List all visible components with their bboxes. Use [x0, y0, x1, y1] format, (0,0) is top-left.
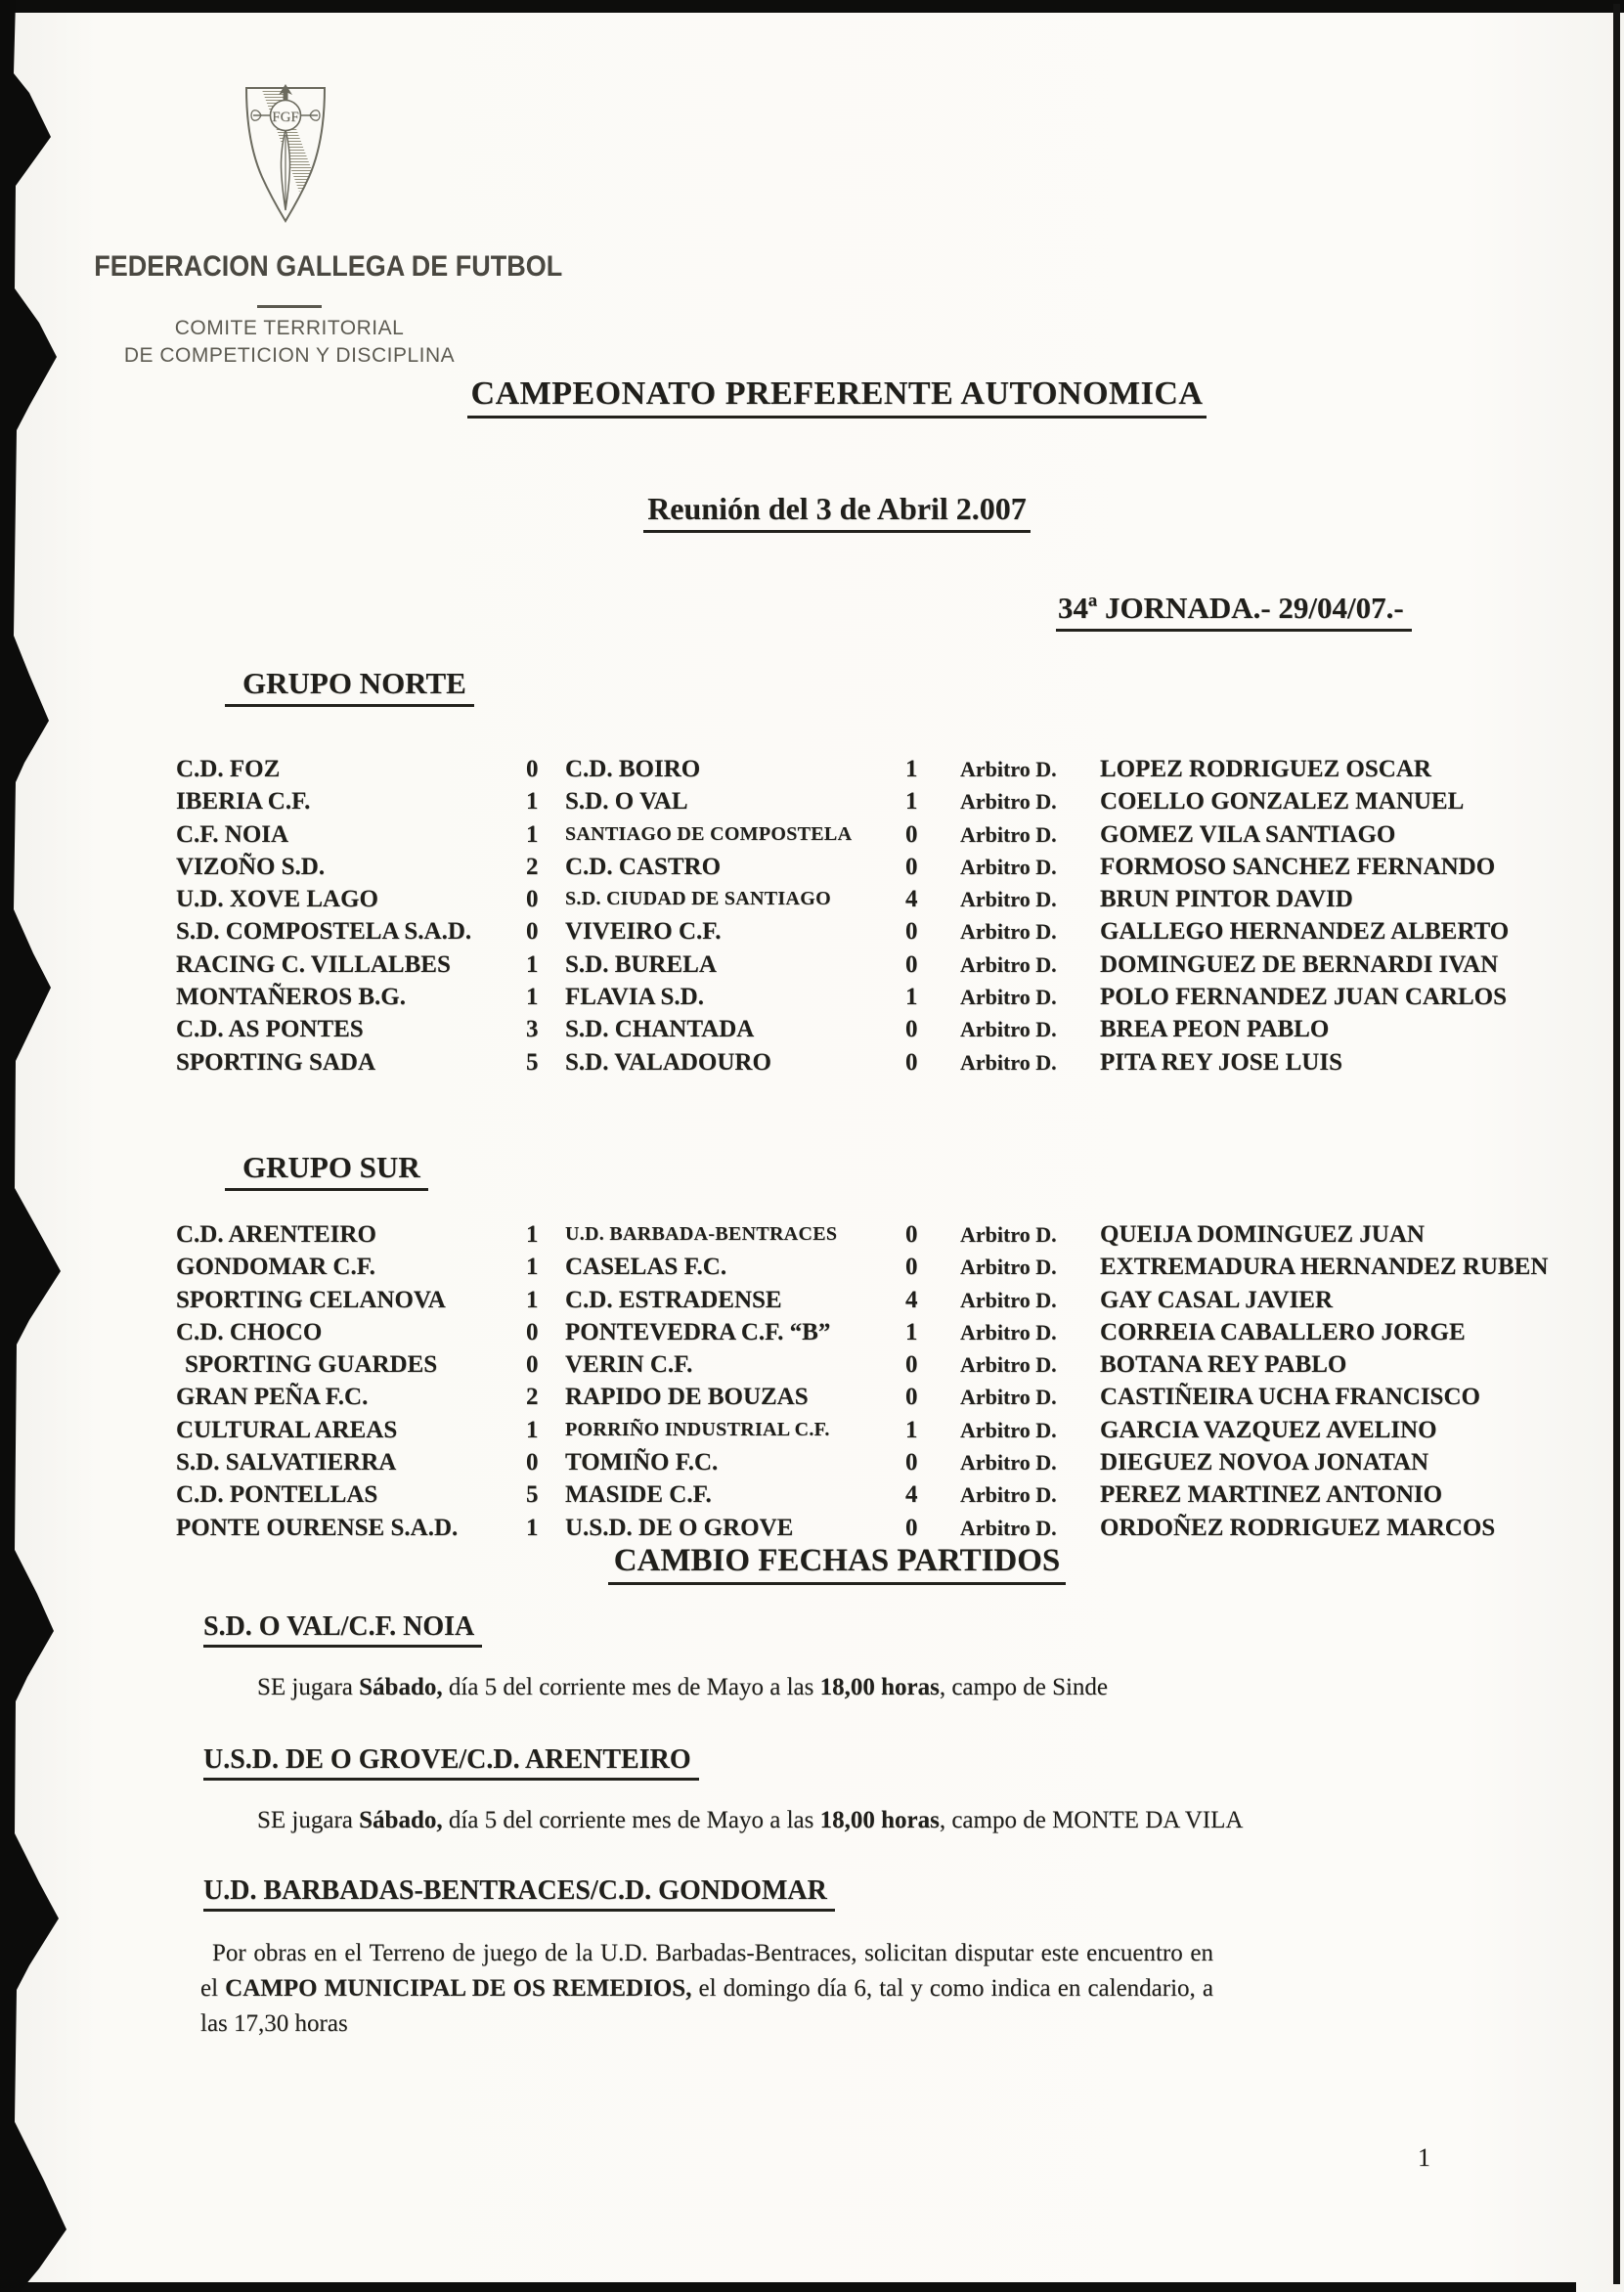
home-score: 0 — [526, 1318, 539, 1345]
match-row — [0, 1446, 1624, 1478]
group-sur-header-row — [225, 1150, 428, 1191]
referee-label: Arbitro D. — [960, 1482, 1057, 1508]
text-segment: SE jugara — [257, 1807, 360, 1833]
referee-label: Arbitro D. — [960, 1017, 1057, 1042]
document-title-row — [50, 375, 1624, 419]
meeting-date: Reunión del 3 de Abril 2.007 — [643, 491, 1031, 533]
away-score: 4 — [905, 886, 918, 913]
text-segment: SE jugara — [257, 1674, 360, 1700]
home-score: 1 — [526, 984, 539, 1011]
away-score: 4 — [905, 1481, 918, 1509]
home-team: U.D. XOVE LAGO — [176, 886, 378, 913]
match-row — [0, 818, 1624, 851]
match-row — [0, 1013, 1624, 1045]
home-team: C.D. FOZ — [176, 756, 281, 782]
match-row — [0, 1512, 1624, 1544]
referee-name: LOPEZ RODRIGUEZ OSCAR — [1100, 756, 1431, 782]
group-norte-results — [0, 753, 1624, 1079]
match-row — [0, 851, 1624, 883]
cambio-item2-heading-row — [203, 1744, 699, 1781]
home-score: 0 — [526, 918, 539, 946]
away-team: U.S.D. DE O GROVE — [565, 1514, 794, 1541]
text-segment: día 5 del corriente mes de Mayo a las — [442, 1674, 820, 1700]
away-team: U.D. BARBADA-BENTRACES — [565, 1223, 838, 1245]
referee-name: PITA REY JOSE LUIS — [1100, 1048, 1342, 1076]
away-team: MASIDE C.F. — [565, 1481, 712, 1509]
home-team: RACING C. VILLALBES — [176, 950, 451, 978]
away-team: S.D. O VAL — [565, 788, 688, 815]
match-row — [0, 1218, 1624, 1251]
away-score: 1 — [905, 1318, 918, 1345]
referee-label: Arbitro D. — [960, 789, 1057, 815]
away-score: 0 — [905, 1254, 918, 1281]
away-team: PORRIÑO INDUSTRIAL C.F. — [565, 1418, 830, 1440]
match-row — [0, 1381, 1624, 1413]
away-score: 0 — [905, 1384, 918, 1411]
referee-name: BOTANA REY PABLO — [1100, 1351, 1347, 1379]
text-segment-bold: CAMPO MUNICIPAL DE OS REMEDIOS, — [225, 1975, 692, 2002]
text-segment: día 5 del corriente mes de Mayo a las — [442, 1807, 820, 1833]
home-score: 2 — [526, 853, 539, 880]
match-row — [0, 1348, 1624, 1381]
referee-label: Arbitro D. — [960, 1049, 1057, 1075]
referee-name: POLO FERNANDEZ JUAN CARLOS — [1100, 984, 1508, 1011]
away-score: 1 — [905, 788, 918, 815]
group-norte-header-row — [225, 666, 474, 707]
home-score: 0 — [526, 1351, 539, 1379]
cambio-item2-text — [257, 1807, 1243, 1834]
home-team: SPORTING SADA — [176, 1048, 376, 1076]
referee-label: Arbitro D. — [960, 1385, 1057, 1410]
away-score: 0 — [905, 1351, 918, 1379]
cambio-item1-heading: S.D. O VAL/C.F. NOIA — [203, 1611, 482, 1648]
home-score: 5 — [526, 1048, 539, 1076]
home-score: 1 — [526, 1254, 539, 1281]
match-row — [0, 948, 1624, 981]
home-score: 0 — [526, 886, 539, 913]
referee-label: Arbitro D. — [960, 1352, 1057, 1378]
jornada-heading: 34ª JORNADA.- 29/04/07.- — [1056, 591, 1412, 632]
home-team: SPORTING GUARDES — [185, 1351, 438, 1379]
referee-name: CASTIÑEIRA UCHA FRANCISCO — [1100, 1384, 1480, 1411]
page-number: 1 — [1418, 2143, 1430, 2172]
cambio-item1-heading-row — [203, 1611, 482, 1648]
group-sur-results — [0, 1218, 1624, 1544]
home-team: C.D. ARENTEIRO — [176, 1221, 376, 1248]
referee-label: Arbitro D. — [960, 985, 1057, 1010]
referee-label: Arbitro D. — [960, 1515, 1057, 1540]
referee-name: PEREZ MARTINEZ ANTONIO — [1100, 1481, 1443, 1509]
referee-name: GOMEZ VILA SANTIAGO — [1100, 820, 1396, 848]
fgf-shield-logo — [241, 84, 330, 231]
text-segment-bold: Sábado, — [359, 1807, 443, 1833]
away-score: 0 — [905, 1221, 918, 1248]
referee-label: Arbitro D. — [960, 1287, 1057, 1312]
referee-name: CORREIA CABALLERO JORGE — [1100, 1318, 1466, 1345]
referee-label: Arbitro D. — [960, 1222, 1057, 1247]
scan-artifact-bottom-edge — [0, 2282, 1576, 2292]
referee-name: QUEIJA DOMINGUEZ JUAN — [1100, 1221, 1425, 1248]
away-score: 0 — [905, 1016, 918, 1043]
referee-name: GAY CASAL JAVIER — [1100, 1286, 1334, 1313]
text-segment: Por obras en el Terreno de juego de la U.D. Barbadas-Bentraces, solicitan disputar este encuentro en el — [200, 1940, 1213, 2002]
home-score: 5 — [526, 1481, 539, 1509]
referee-name: BRUN PINTOR DAVID — [1100, 886, 1353, 913]
home-team: PONTE OURENSE S.A.D. — [176, 1514, 459, 1541]
away-team: C.D. BOIRO — [565, 756, 701, 782]
home-team: IBERIA C.F. — [176, 788, 311, 815]
away-score: 0 — [905, 950, 918, 978]
away-score: 0 — [905, 853, 918, 880]
match-row — [0, 915, 1624, 948]
text-segment-bold: Sábado, — [359, 1674, 443, 1700]
org-committee-line2: DE COMPETICION Y DISCIPLINA — [123, 344, 456, 367]
cambio-item3-heading: U.D. BARBADAS-BENTRACES/C.D. GONDOMAR — [203, 1875, 835, 1912]
match-row — [0, 1251, 1624, 1283]
text-segment: , campo de Sinde — [939, 1674, 1109, 1700]
org-committee-line1: COMITE TERRITORIAL — [174, 317, 405, 339]
referee-name: COELLO GONZALEZ MANUEL — [1100, 788, 1465, 815]
document-title: CAMPEONATO PREFERENTE AUTONOMICA — [467, 375, 1207, 419]
referee-label: Arbitro D. — [960, 821, 1057, 847]
away-score: 0 — [905, 1514, 918, 1541]
away-score: 0 — [905, 918, 918, 946]
cambio-item1-text — [257, 1674, 1108, 1701]
away-team: SANTIAGO DE COMPOSTELA — [565, 822, 853, 845]
home-score: 1 — [526, 820, 539, 848]
away-team: PONTEVEDRA C.F. “B” — [565, 1318, 831, 1345]
match-row — [0, 1316, 1624, 1348]
home-team: C.D. PONTELLAS — [176, 1481, 378, 1509]
home-team: MONTAÑEROS B.G. — [176, 984, 406, 1011]
referee-label: Arbitro D. — [960, 1450, 1057, 1476]
away-team: VIVEIRO C.F. — [565, 918, 722, 946]
referee-name: ORDOÑEZ RODRIGUEZ MARCOS — [1100, 1514, 1496, 1541]
cambio-item2-heading: U.S.D. DE O GROVE/C.D. ARENTEIRO — [203, 1744, 699, 1781]
referee-name: FORMOSO SANCHEZ FERNANDO — [1100, 853, 1496, 880]
away-score: 1 — [905, 756, 918, 782]
match-row — [0, 1414, 1624, 1446]
away-team: FLAVIA S.D. — [565, 984, 704, 1011]
group-norte-header: GRUPO NORTE — [225, 666, 474, 707]
text-segment-bold: 18,00 horas — [819, 1674, 940, 1700]
away-team: CASELAS F.C. — [565, 1254, 727, 1281]
referee-label: Arbitro D. — [960, 854, 1057, 879]
home-score: 1 — [526, 950, 539, 978]
group-sur-header: GRUPO SUR — [225, 1150, 428, 1191]
referee-label: Arbitro D. — [960, 919, 1057, 945]
match-row — [0, 981, 1624, 1013]
away-team: RAPIDO DE BOUZAS — [565, 1384, 809, 1411]
home-score: 1 — [526, 1514, 539, 1541]
away-team: TOMIÑO F.C. — [565, 1449, 719, 1477]
jornada-heading-row — [1056, 591, 1412, 632]
cambio-fechas-heading-row — [50, 1543, 1624, 1585]
cambio-fechas-heading: CAMBIO FECHAS PARTIDOS — [608, 1543, 1067, 1585]
away-score: 1 — [905, 1416, 918, 1443]
scan-artifact-left-edge — [0, 0, 78, 2292]
away-team: S.D. CIUDAD DE SANTIAGO — [565, 888, 831, 910]
home-score: 0 — [526, 756, 539, 782]
match-row — [0, 1284, 1624, 1316]
home-team: S.D. COMPOSTELA S.A.D. — [176, 918, 472, 946]
away-score: 0 — [905, 820, 918, 848]
referee-label: Arbitro D. — [960, 951, 1057, 977]
referee-name: BREA PEON PABLO — [1100, 1016, 1330, 1043]
home-score: 0 — [526, 1449, 539, 1477]
away-team: C.D. CASTRO — [565, 853, 722, 880]
away-score: 0 — [905, 1449, 918, 1477]
home-team: SPORTING CELANOVA — [176, 1286, 446, 1313]
referee-label: Arbitro D. — [960, 1417, 1057, 1442]
home-score: 2 — [526, 1384, 539, 1411]
referee-name: DIEGUEZ NOVOA JONATAN — [1100, 1449, 1429, 1477]
home-team: C.F. NOIA — [176, 820, 289, 848]
org-divider — [257, 305, 322, 308]
org-name: FEDERACION GALLEGA DE FUTBOL — [94, 250, 563, 283]
home-team: VIZOÑO S.D. — [176, 853, 326, 880]
referee-label: Arbitro D. — [960, 887, 1057, 912]
home-score: 1 — [526, 788, 539, 815]
home-score: 1 — [526, 1221, 539, 1248]
meeting-date-row — [50, 491, 1624, 533]
away-score: 1 — [905, 984, 918, 1011]
home-team: GONDOMAR C.F. — [176, 1254, 375, 1281]
referee-label: Arbitro D. — [960, 1255, 1057, 1280]
referee-name: DOMINGUEZ DE BERNARDI IVAN — [1100, 950, 1499, 978]
referee-name: GARCIA VAZQUEZ AVELINO — [1100, 1416, 1437, 1443]
cambio-item3-heading-row — [203, 1875, 835, 1912]
away-score: 4 — [905, 1286, 918, 1313]
away-team: S.D. VALADOURO — [565, 1048, 771, 1076]
match-row — [0, 753, 1624, 785]
referee-label: Arbitro D. — [960, 1319, 1057, 1344]
referee-name: GALLEGO HERNANDEZ ALBERTO — [1100, 918, 1510, 946]
home-team: CULTURAL AREAS — [176, 1416, 398, 1443]
text-segment: , campo de MONTE DA VILA — [939, 1807, 1244, 1833]
logo-monogram: FGF — [272, 110, 299, 125]
scan-artifact-top-edge — [0, 0, 1624, 13]
scan-artifact-right-edge — [1613, 4, 1620, 2284]
away-score: 0 — [905, 1048, 918, 1076]
referee-label: Arbitro D. — [960, 757, 1057, 781]
text-segment: el domingo día 6, tal y como indica en calendario, a las 17,30 horas — [200, 1975, 1213, 2037]
cambio-item3-paragraph — [200, 1936, 1213, 2042]
away-team: S.D. BURELA — [565, 950, 717, 978]
match-row — [0, 1478, 1624, 1511]
away-team: C.D. ESTRADENSE — [565, 1286, 782, 1313]
home-team: GRAN PEÑA F.C. — [176, 1384, 369, 1411]
home-team: C.D. CHOCO — [176, 1318, 323, 1345]
home-score: 3 — [526, 1016, 539, 1043]
match-row — [0, 785, 1624, 817]
referee-name: EXTREMADURA HERNANDEZ RUBEN — [1100, 1254, 1549, 1281]
match-row — [0, 883, 1624, 915]
home-score: 1 — [526, 1416, 539, 1443]
home-team: C.D. AS PONTES — [176, 1016, 364, 1043]
home-team: S.D. SALVATIERRA — [176, 1449, 397, 1477]
text-segment-bold: 18,00 horas — [819, 1807, 940, 1833]
away-team: VERIN C.F. — [565, 1351, 693, 1379]
match-row — [0, 1046, 1624, 1079]
away-team: S.D. CHANTADA — [565, 1016, 755, 1043]
home-score: 1 — [526, 1286, 539, 1313]
